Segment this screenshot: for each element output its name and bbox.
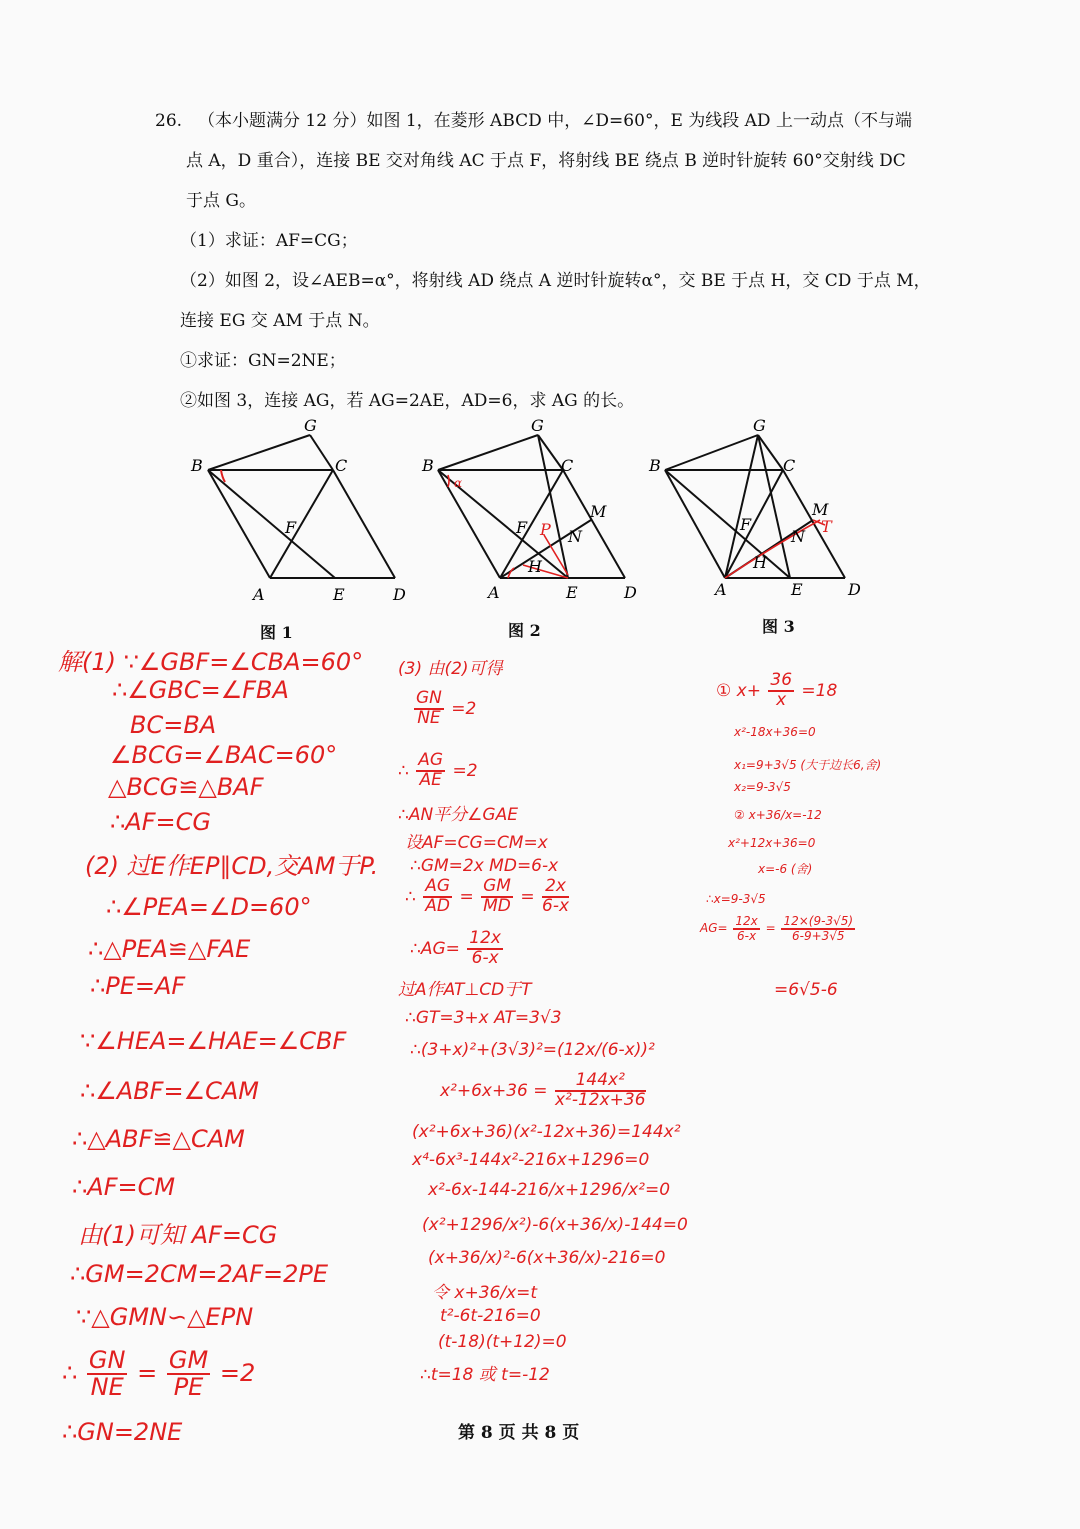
fig1-label-B: B xyxy=(191,456,203,475)
hw-c3-line: x=-6 (舍) xyxy=(758,862,813,876)
fig2-label-B: B xyxy=(422,456,434,475)
problem-line-7: ①求证：GN=2NE； xyxy=(180,351,346,371)
fig1-label-D: D xyxy=(393,585,406,604)
fig2-label-P: P xyxy=(540,520,551,539)
hw-c2-line: x²-6x-144-216/x+1296/x²=0 xyxy=(428,1180,671,1200)
fig2-label-alpha: α xyxy=(454,476,463,490)
figure-2 xyxy=(418,415,658,615)
problem-line-4: （1）求证：AF=CG； xyxy=(180,231,358,251)
hw-c1-line: ∴∠PEA=∠D=60° xyxy=(106,893,312,921)
problem-line-3: 于点 G。 xyxy=(186,191,256,211)
hw-c1-line: ∴△PEA≌△FAE xyxy=(88,935,251,963)
problem-line-8: ②如图 3，连接 AG，若 AG=2AE，AD=6，求 AG 的长。 xyxy=(180,391,635,411)
fig3-label-T: T xyxy=(821,517,832,536)
hw-c2-eq: x²+6x+36 = $\frac{\text{144x²}}{\text{x²-12x+36}}$ xyxy=(440,1070,646,1110)
hw-c3-ag-final: AG= $\frac{12x}{6-x}$ = $\frac{12\times(9-3√5)}{6-9+3√5}$ xyxy=(700,914,854,943)
hw-c2-line: ∴GT=3+x AT=3√3 xyxy=(405,1008,562,1028)
hw-c2-frac-ag-ae: ∴ $\frac{AG}{AE}$ =2 xyxy=(398,750,478,790)
hw-c1-line: ∴∠ABF=∠CAM xyxy=(80,1077,259,1105)
page-footer: 第 8 页 共 8 页 xyxy=(458,1423,580,1443)
fig3-label-G: G xyxy=(753,416,766,435)
hw-c1-line: ∴△ABF≌△CAM xyxy=(72,1125,245,1153)
fig2-label-A: A xyxy=(488,583,500,602)
hw-c2-line: ∴t=18 或 t=-12 xyxy=(420,1365,550,1385)
hw-c3-line: x²+12x+36=0 xyxy=(728,836,816,850)
figure-3-caption: 图 3 xyxy=(762,617,795,636)
fig1-label-E: E xyxy=(333,585,345,604)
fig2-label-M: M xyxy=(590,502,607,521)
problem-line-6: 连接 EG 交 AM 于点 N。 xyxy=(180,311,380,331)
fig2-label-F: F xyxy=(516,518,528,537)
hw-c1-line: (2) 过E作EP∥CD,交AM于P. xyxy=(85,852,379,880)
hw-c2-line: 令 x+36/x=t xyxy=(432,1283,538,1303)
hw-c3-line: x₁=9+3√5 (大于边长6,舍) xyxy=(734,758,882,772)
hw-c2-line: t²-6t-216=0 xyxy=(440,1306,541,1326)
hw-c1-line: ∴GM=2CM=2AF=2PE xyxy=(70,1260,329,1288)
fig3-label-M: M xyxy=(812,500,829,519)
problem-number: 26. xyxy=(155,111,183,131)
fig2-label-H: H xyxy=(528,557,542,576)
fig2-label-D: D xyxy=(624,583,637,602)
hw-c2-line: (x²+6x+36)(x²-12x+36)=144x² xyxy=(412,1122,681,1142)
hw-c1-line: ∴AF=CM xyxy=(72,1173,176,1201)
hw-c3-case1: ① x+ $\frac{36}{x}$ =18 xyxy=(716,670,838,710)
hw-c1-line: BC=BA xyxy=(130,711,217,739)
hw-c1-line: ∴AF=CG xyxy=(110,808,211,836)
problem-line-2: 点 A，D 重合），连接 BE 交对角线 AC 于点 F，将射线 BE 绕点 B 逆时针旋转 60°交射线 DC xyxy=(186,151,906,171)
hw-c1-line: ∵∠HEA=∠HAE=∠CBF xyxy=(80,1027,347,1055)
fig1-label-A: A xyxy=(253,585,265,604)
hw-c3-case2: ② x+36/x=-12 xyxy=(734,808,822,822)
hw-c2-line: (3) 由(2)可得 xyxy=(398,659,503,679)
figure-3 xyxy=(645,415,885,615)
hw-c3-result: =6√5-6 xyxy=(774,980,838,1000)
hw-c2-line: 设AF=CG=CM=x xyxy=(405,833,548,853)
hw-c1-line: ∴GN=2NE xyxy=(62,1418,183,1446)
hw-c2-line: (x²+1296/x²)-6(x+36/x)-144=0 xyxy=(422,1215,688,1235)
hw-c2-line: ∴(3+x)²+(3√3)²=(12x/(6-x))² xyxy=(410,1040,655,1060)
fig3-label-H: H xyxy=(753,553,767,572)
hw-c1-line: 解(1) ∵∠GBF=∠CBA=60° xyxy=(58,648,364,676)
hw-c3-line: x₂=9-3√5 xyxy=(734,780,791,794)
fig3-label-N: N xyxy=(791,527,805,546)
fig1-label-F: F xyxy=(285,518,297,537)
hw-c1-line: ∴∠GBC=∠FBA xyxy=(112,676,289,704)
hw-c2-line: x⁴-6x³-144x²-216x+1296=0 xyxy=(412,1150,650,1170)
hw-c2-line: (t-18)(t+12)=0 xyxy=(438,1332,567,1352)
fig3-label-D: D xyxy=(848,580,861,599)
fig3-label-B: B xyxy=(649,456,661,475)
hw-c2-line: ∴AN平分∠GAE xyxy=(398,805,518,825)
hw-c2-ratio: ∴ $\frac{AG}{AD}$ = $\frac{GM}{MD}$ = $\frac{2x}{6-x}$ xyxy=(405,876,570,916)
hw-c3-line: x²-18x+36=0 xyxy=(734,725,816,739)
problem-line-1: （本小题满分 12 分）如图 1，在菱形 ABCD 中，∠D=60°，E 为线段 AD 上一动点（不与端 xyxy=(198,111,912,131)
hw-c1-line: △BCG≌△BAF xyxy=(108,773,264,801)
fig2-label-G: G xyxy=(531,416,544,435)
fig2-label-N: N xyxy=(568,527,582,546)
fig3-label-E: E xyxy=(791,580,803,599)
hw-c2-line: ∴GM=2x MD=6-x xyxy=(410,856,559,876)
hw-c1-line: 由(1)可知 AF=CG xyxy=(78,1221,278,1249)
hw-c1-gn-ne-eq: ∴ $\frac{GN}{NE}$ = $\frac{GM}{PE}$ =2 xyxy=(62,1346,256,1402)
hw-c2-line: 过A作AT⊥CD于T xyxy=(398,980,532,1000)
problem-line-5: （2）如图 2，设∠AEB=α°，将射线 AD 绕点 A 逆时针旋转α°，交 BE 于点 H，交 CD 于点 M， xyxy=(180,271,931,291)
hw-c1-line: ∴PE=AF xyxy=(90,972,186,1000)
hw-c1-line: ∠BCG=∠BAC=60° xyxy=(110,741,338,769)
fig2-label-E: E xyxy=(566,583,578,602)
figure-1 xyxy=(185,415,425,615)
hw-c2-frac-gn-ne: $\frac{GN}{NE}$ =2 xyxy=(416,688,477,728)
hw-c2-line: (x+36/x)²-6(x+36/x)-216=0 xyxy=(428,1248,666,1268)
figure-2-caption: 图 2 xyxy=(508,621,541,640)
fig2-label-C: C xyxy=(561,456,574,475)
fig1-label-C: C xyxy=(335,456,348,475)
fig3-label-F: F xyxy=(740,515,752,534)
hw-c2-ag-expr: ∴AG= $\frac{12x}{6-x}$ xyxy=(410,928,501,968)
hw-c3-line: ∴x=9-3√5 xyxy=(706,892,766,906)
fig1-label-G: G xyxy=(304,416,317,435)
fig3-label-A: A xyxy=(715,580,727,599)
hw-c1-line: ∵△GMN∽△EPN xyxy=(76,1303,254,1331)
figure-1-caption: 图 1 xyxy=(260,623,293,642)
fig3-label-C: C xyxy=(783,456,796,475)
